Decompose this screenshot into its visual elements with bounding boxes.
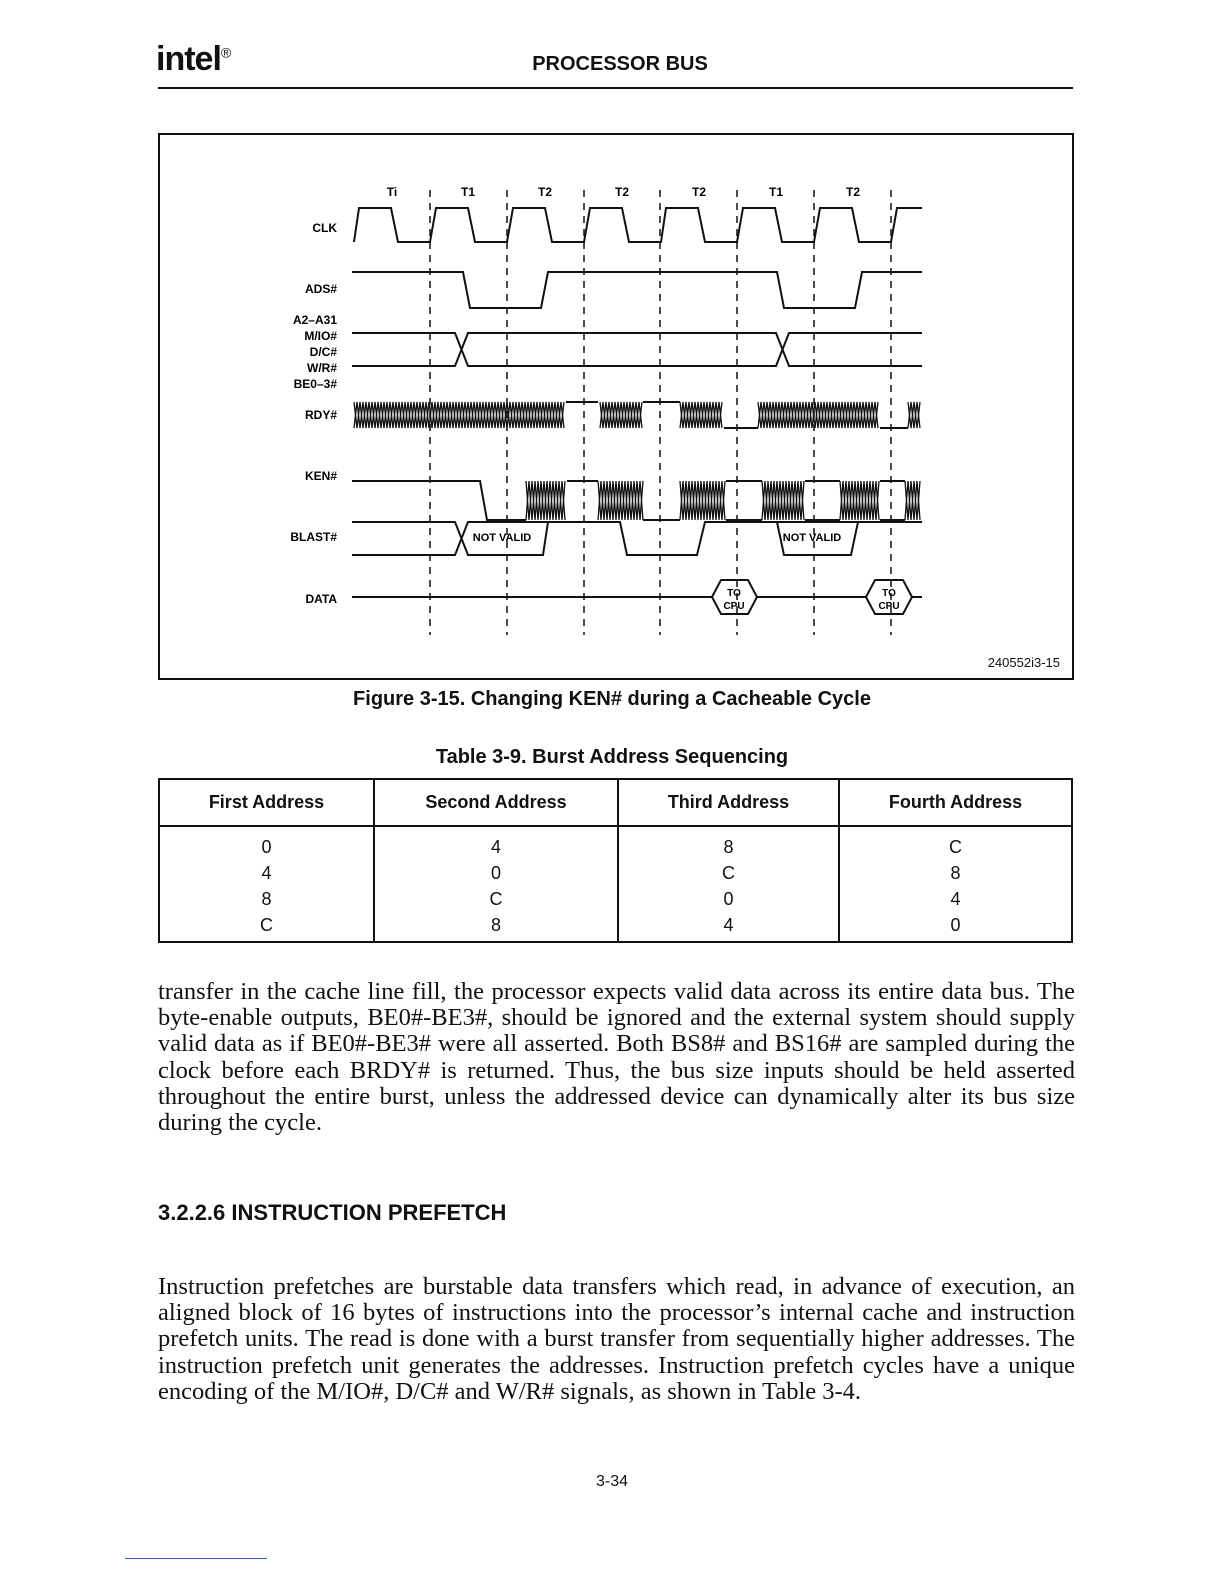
table-cell: 8 [618, 826, 839, 860]
state-label: Ti [386, 185, 398, 199]
not-valid-label: NOT VALID [472, 532, 532, 544]
signal-label-mio: M/IO# [304, 329, 337, 343]
state-labels [387, 185, 861, 199]
state-label: T2 [691, 185, 707, 199]
table-cell: 8 [159, 886, 374, 912]
table-row [159, 860, 1072, 886]
page-header-title: PROCESSOR BUS [532, 53, 708, 75]
signal-label-wr: W/R# [307, 361, 337, 375]
table-cell: C [159, 912, 374, 942]
state-label: T1 [768, 185, 784, 199]
table-cell: 0 [839, 912, 1072, 942]
cpu-label: CPU [723, 601, 745, 612]
burst-address-table [158, 778, 1073, 943]
signal-label-blast: BLAST# [290, 530, 337, 544]
table-row [159, 912, 1072, 942]
section-heading: 3.2.2.6 INSTRUCTION PREFETCH [158, 1200, 507, 1225]
table-header-row [159, 779, 1072, 826]
signal-label-ads: ADS# [304, 282, 337, 296]
table-cell: 0 [159, 826, 374, 860]
table-cell: 4 [159, 860, 374, 886]
page-number: 3-34 [595, 1473, 629, 1490]
signal-label-addr: A2–A31 [292, 313, 337, 327]
column-header: Third Address [618, 779, 839, 826]
figure-caption: Figure 3-15. Changing KEN# during a Cacheable Cycle [353, 688, 871, 710]
registered-mark: ® [220, 44, 231, 61]
to-label: TO [882, 588, 896, 599]
ads-waveform [352, 272, 922, 308]
body-paragraph: transfer in the cache line fill, the processor expects valid data across its entire data bus. The byte-enable outputs, BE0#-BE3#, should be ignored and the external system should supply valid data as if BE0#-BE3# were all asserted. Both BS8# and BS16# are sampled during the clock before each BRDY# is returned. Thus, the bus size inputs should be held asserted throughout the entire burst, unless the addressed device can dynamically alter its bus size during the cycle. [158, 978, 1075, 1137]
table-cell: 8 [839, 860, 1072, 886]
table-cell: 4 [374, 826, 618, 860]
table-cell: 8 [374, 912, 618, 942]
state-label: T1 [460, 185, 476, 199]
body-paragraph: Instruction prefetches are burstable data transfers which read, in advance of execution, an aligned block of 16 bytes of instructions into the processor’s internal cache and instruction prefetch units. The read is done with a burst transfer from sequentially higher addresses. The instruction prefetch unit generates the addresses. Instruction prefetch cycles have a unique encoding of the M/IO#, D/C# and W/R# signals, as shown in Table 3-4. [158, 1273, 1075, 1405]
signal-label-be: BE0–3# [293, 377, 337, 391]
column-header: Fourth Address [839, 779, 1072, 826]
signal-label-data: DATA [305, 592, 337, 606]
clk-waveform [354, 208, 922, 242]
waveform-annotations [473, 532, 900, 612]
table-row [159, 826, 1072, 860]
signal-label-ken: KEN# [304, 469, 337, 483]
cpu-label: CPU [878, 601, 900, 612]
table-cell: 0 [374, 860, 618, 886]
table-row [159, 886, 1072, 912]
logo-text: intel [156, 40, 221, 78]
table-cell: C [374, 886, 618, 912]
column-header: Second Address [374, 779, 618, 826]
footer-rule [125, 1558, 267, 1559]
state-label: T2 [845, 185, 861, 199]
signal-label-dc: D/C# [309, 345, 337, 359]
table-caption: Table 3-9. Burst Address Sequencing [435, 746, 789, 768]
table-cell: 4 [839, 886, 1072, 912]
to-label: TO [727, 588, 741, 599]
address-waveform [352, 333, 922, 366]
table-cell: C [839, 826, 1072, 860]
column-header: First Address [159, 779, 374, 826]
table-cell: 0 [618, 886, 839, 912]
timing-diagram [0, 0, 1224, 700]
waveforms [352, 208, 922, 614]
state-label: T2 [614, 185, 630, 199]
table-cell: C [618, 860, 839, 886]
not-valid-label: NOT VALID [782, 532, 842, 544]
signal-label-rdy: RDY# [304, 408, 337, 422]
address-waveform [352, 333, 922, 366]
signal-label-clk: CLK [312, 221, 337, 235]
figure-id: 240552i3-15 [987, 655, 1060, 670]
signal-labels [290, 221, 337, 606]
table-cell: 4 [618, 912, 839, 942]
state-label: T2 [537, 185, 553, 199]
